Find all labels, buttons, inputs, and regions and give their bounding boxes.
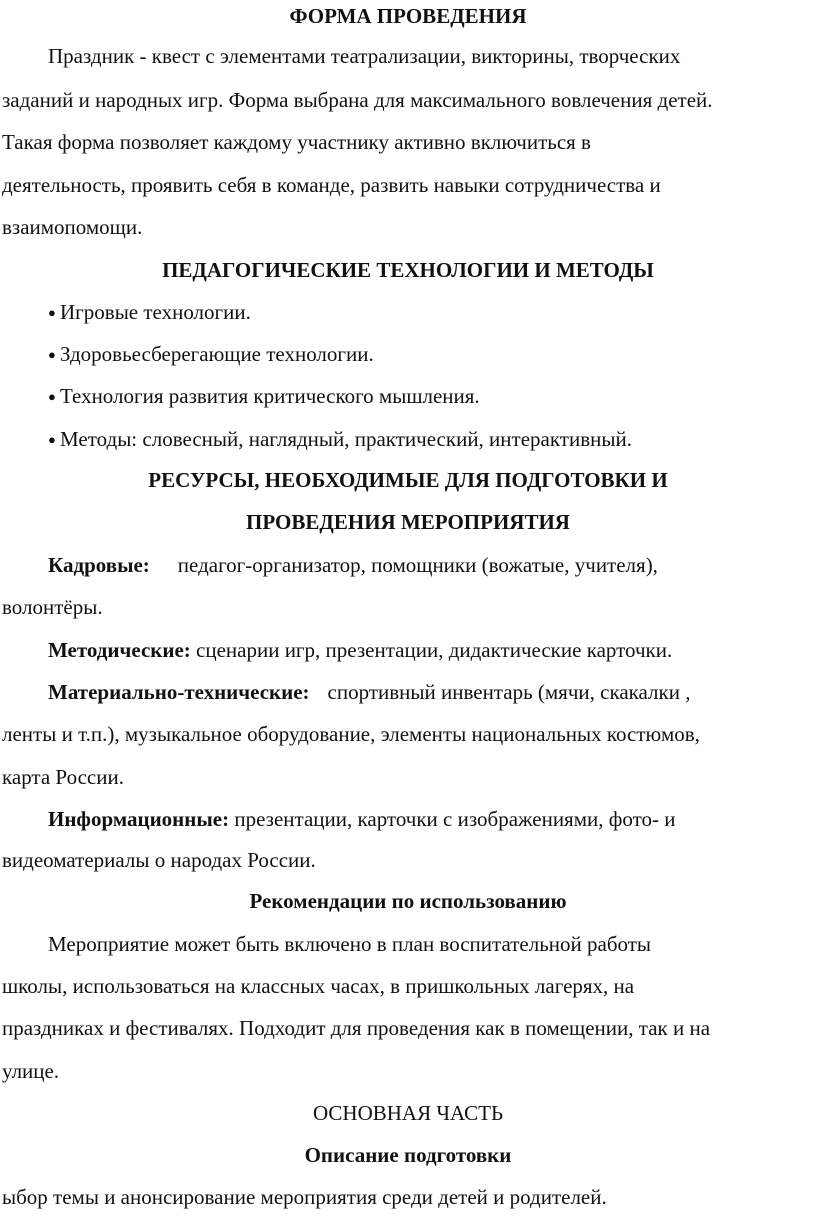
info-label: Информационные: [48, 807, 230, 831]
resources-heading-line2: ПРОВЕДЕНИЯ МЕРОПРИЯТИЯ [246, 510, 570, 534]
material-resources [48, 678, 690, 706]
staff-resources [48, 551, 658, 579]
tech-list-item [48, 425, 632, 454]
tech-item-text: Здоровьесберегающие технологии. [60, 342, 374, 366]
recommendations-heading: Рекомендации по использованию [249, 889, 567, 913]
info-text: презентации, карточки с изображениями, фото- и [234, 807, 676, 831]
methodical-label: Методические: [48, 638, 191, 662]
tech-item-text: Методы: словесный, наглядный, практический, интерактивный. [60, 427, 632, 451]
form-paragraph-line: Праздник - квест с элементами театрализации, викторины, творческих [48, 44, 681, 68]
form-heading: ФОРМА ПРОВЕДЕНИЯ [289, 4, 527, 28]
preparation-subheading: Описание подготовки [304, 1143, 512, 1167]
preparation-line: ыбор темы и анонсирование мероприятия среди детей и родителей. [2, 1185, 607, 1209]
tech-heading: ПЕДАГОГИЧЕСКИЕ ТЕХНОЛОГИИ И МЕТОДЫ [162, 258, 654, 282]
bullet-icon: ● [48, 432, 56, 447]
main-heading: ОСНОВНАЯ ЧАСТЬ [312, 1101, 503, 1125]
resources-heading-line1: РЕСУРСЫ, НЕОБХОДИМЫЕ ДЛЯ ПОДГОТОВКИ И [148, 468, 668, 492]
material-cont: карта России. [2, 765, 124, 789]
form-paragraph-line: взаимопомощи. [2, 215, 143, 239]
info-resources [48, 805, 675, 833]
material-text: спортивный инвентарь (мячи, скакалки , [327, 680, 691, 704]
material-label: Материально-технические: [48, 680, 310, 704]
staff-text: педагог-организатор, помощники (вожатые, учителя), [177, 553, 658, 577]
form-paragraph-line: заданий и народных игр. Форма выбрана для максимального вовлечения детей. [2, 88, 713, 112]
recommendations-line: праздниках и фестивалях. Подходит для проведения как в помещении, так и на [2, 1016, 711, 1040]
tech-item-text: Игровые технологии. [60, 300, 251, 324]
bullet-icon: ● [48, 305, 56, 320]
staff-cont: волонтёры. [2, 595, 103, 619]
info-cont: видеоматериалы о народах России. [2, 848, 316, 872]
bullet-icon: ● [48, 347, 56, 362]
form-paragraph-line: Такая форма позволяет каждому участнику активно включиться в [2, 130, 591, 154]
tech-list-item [48, 382, 480, 411]
recommendations-line: школы, использоваться на классных часах, в пришкольных лагерях, на [2, 974, 635, 998]
recommendations-line: улице. [2, 1059, 60, 1083]
form-paragraph-line: деятельность, проявить себя в команде, развить навыки сотрудничества и [2, 173, 661, 197]
material-cont: ленты и т.п.), музыкальное оборудование, элементы национальных костюмов, [2, 722, 700, 746]
staff-label: Кадровые: [48, 553, 150, 577]
tech-list-item [48, 298, 251, 327]
methodical-resources [48, 636, 672, 664]
recommendations-line: Мероприятие может быть включено в план воспитательной работы [48, 932, 652, 956]
methodical-text: сценарии игр, презентации, дидактические карточки. [196, 638, 673, 662]
bullet-icon: ● [48, 389, 56, 404]
tech-item-text: Технология развития критического мышления. [60, 384, 480, 408]
tech-list-item [48, 340, 374, 369]
